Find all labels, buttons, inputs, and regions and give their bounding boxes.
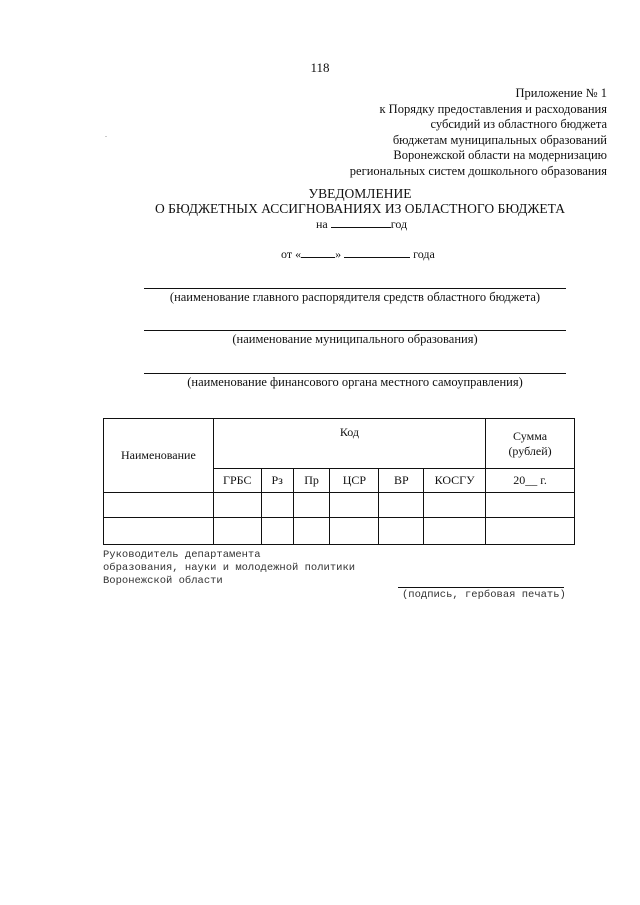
- signature-caption: (подпись, гербовая печать): [402, 589, 566, 601]
- appendix-line: субсидий из областного бюджета: [430, 117, 607, 132]
- table-cell: [213, 493, 261, 518]
- allocation-table: [103, 418, 575, 545]
- table-cell: [261, 518, 293, 545]
- appendix-line: к Порядку предоставления и расходования: [379, 101, 607, 116]
- appendix-line: бюджетам муниципальных образований: [392, 132, 607, 147]
- page-number: 118: [310, 60, 330, 75]
- table-cell: [379, 493, 424, 518]
- appendix-line: Воронежской области на модернизацию: [393, 148, 607, 163]
- date-middle: »: [335, 247, 342, 261]
- table-cell: [104, 493, 214, 518]
- signatory-block: [103, 549, 355, 588]
- code-column-kosgu: КОСГУ: [424, 469, 486, 493]
- year-label: 20__ г.: [486, 469, 575, 493]
- signature-field-line: [398, 587, 564, 588]
- appendix-line: Приложение № 1: [515, 86, 607, 100]
- table-cell: [293, 493, 330, 518]
- period-prefix: на: [316, 217, 328, 231]
- finance-body-field-line: [144, 373, 566, 374]
- date-day-blank: [301, 246, 335, 258]
- finance-body-caption: (наименование финансового органа местного самоуправления): [187, 375, 523, 389]
- code-header: Код: [213, 419, 485, 469]
- table-cell: [424, 493, 486, 518]
- signatory-line: Воронежской области: [103, 575, 223, 587]
- municipality-caption: (наименование муниципального образования): [232, 332, 478, 346]
- table-cell: [261, 493, 293, 518]
- appendix-line: региональных систем дошкольного образования: [349, 163, 607, 178]
- signatory-line: Руководитель департамента: [103, 549, 261, 561]
- code-column-pr: Пр: [293, 469, 330, 493]
- code-column-rz: Рз: [261, 469, 293, 493]
- period-line: [316, 216, 407, 232]
- table-cell: [213, 518, 261, 545]
- margin-mark: .: [105, 130, 107, 139]
- table-row: [104, 518, 575, 545]
- date-line: [281, 246, 435, 262]
- document-title: УВЕДОМЛЕНИЕ: [308, 186, 412, 201]
- municipality-field-line: [144, 330, 566, 331]
- name-header: Наименование: [104, 419, 214, 493]
- period-blank: [331, 216, 391, 228]
- code-column-vr: ВР: [379, 469, 424, 493]
- appendix-heading: [350, 86, 607, 180]
- table-cell: [379, 518, 424, 545]
- table-cell: [330, 493, 379, 518]
- table-cell: [486, 493, 575, 518]
- document-subtitle: О БЮДЖЕТНЫХ АССИГНОВАНИЯХ ИЗ ОБЛАСТНОГО БЮДЖЕТА: [155, 201, 565, 216]
- table-row: [104, 493, 575, 518]
- sum-header: Сумма (рублей): [486, 419, 575, 469]
- code-column-csr: ЦСР: [330, 469, 379, 493]
- table-cell: [424, 518, 486, 545]
- date-suffix: года: [413, 247, 435, 261]
- distributor-caption: (наименование главного распорядителя средств областного бюджета): [169, 290, 541, 304]
- signatory-line: образования, науки и молодежной политики: [103, 562, 356, 574]
- code-column-grbs: ГРБС: [213, 469, 261, 493]
- date-prefix: от «: [281, 247, 302, 261]
- table-cell: [330, 518, 379, 545]
- date-month-blank: [344, 246, 410, 258]
- period-suffix: год: [390, 217, 408, 231]
- table-cell: [293, 518, 330, 545]
- table-cell: [486, 518, 575, 545]
- distributor-field-line: [144, 288, 566, 289]
- table-cell: [104, 518, 214, 545]
